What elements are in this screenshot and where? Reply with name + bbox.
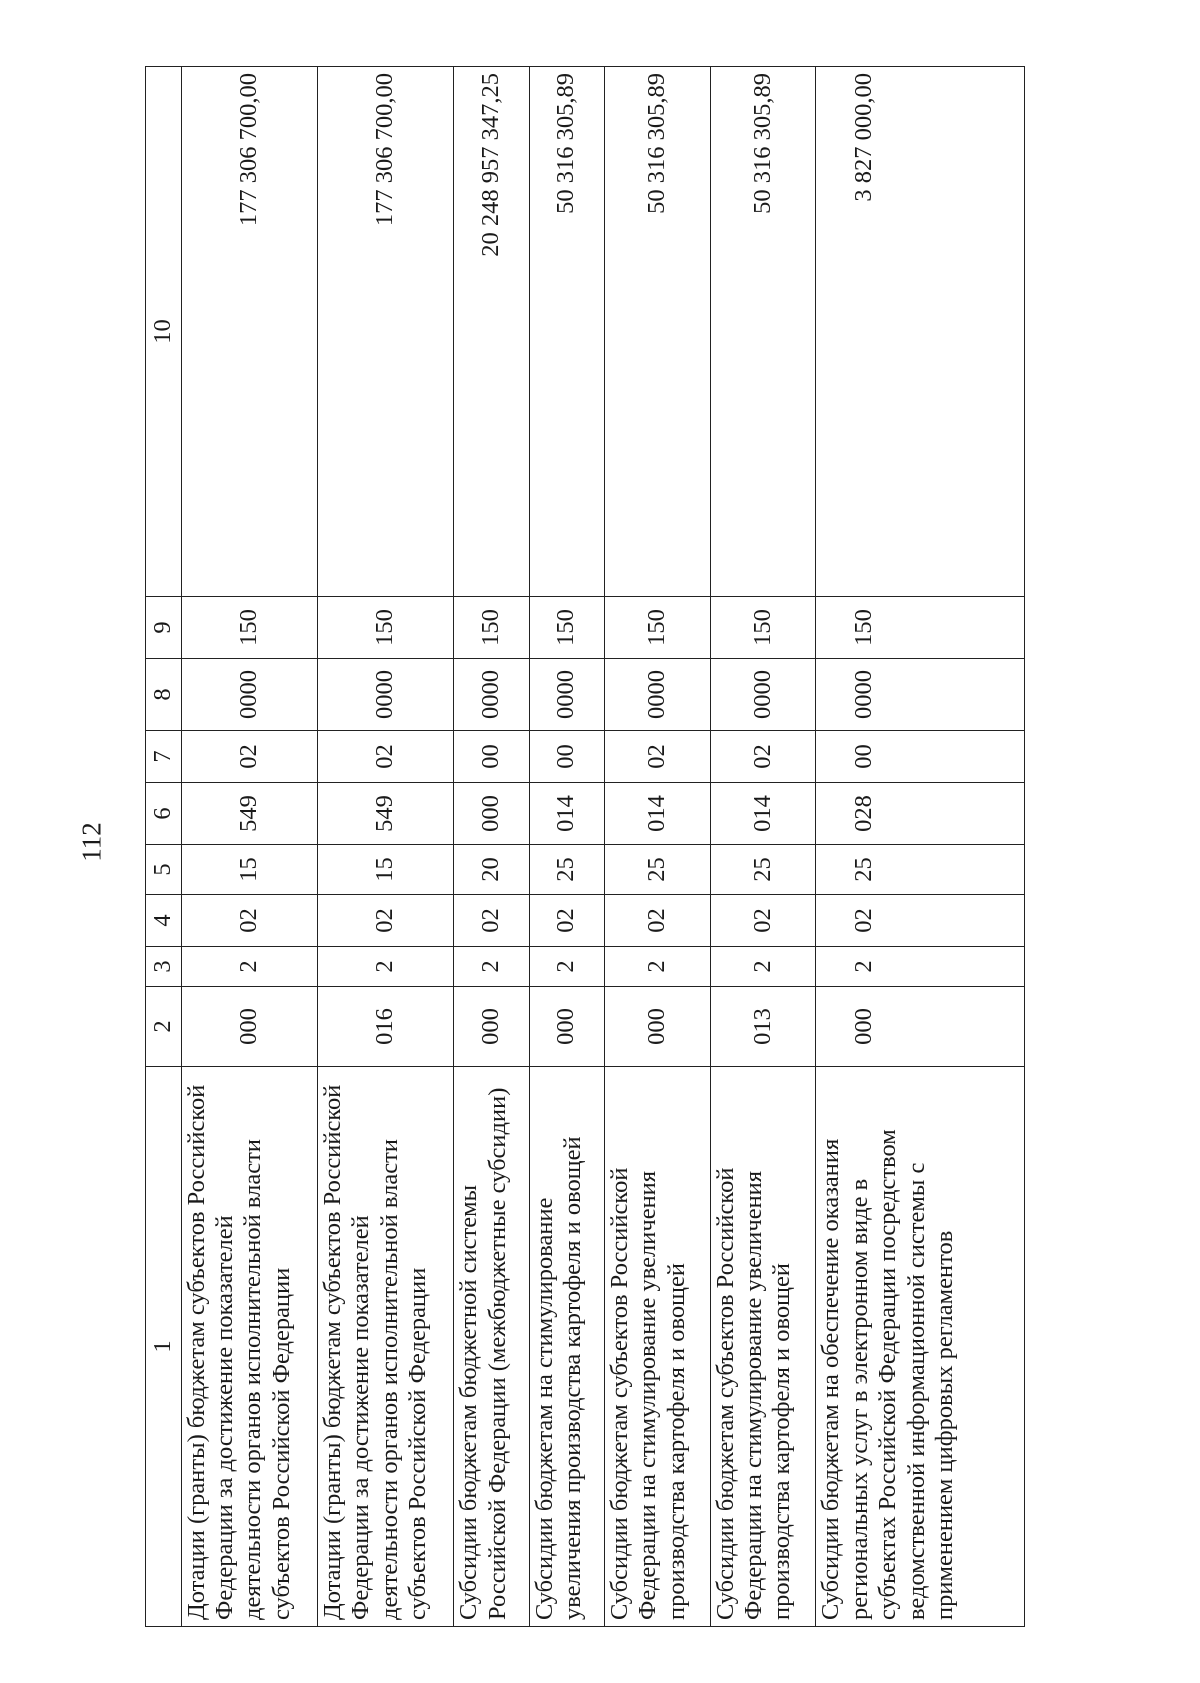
code-article: 25	[604, 845, 710, 895]
code-group: 2	[317, 947, 453, 987]
header-cell: 8	[146, 659, 182, 731]
code-economic: 150	[317, 597, 453, 659]
code-article: 15	[317, 845, 453, 895]
code-subgroup: 02	[181, 895, 317, 947]
row-amount: 50 316 305,89	[529, 67, 604, 597]
code-group: 2	[454, 947, 529, 987]
code-program: 0000	[181, 659, 317, 731]
page-number: 112	[76, 822, 107, 862]
row-description: Дотации (гранты) бюджетам субъектов Российской Федерации за достижение показателей деятельности органов исполнительной власти субъектов Российской Федерации	[181, 1067, 317, 1627]
row-description: Субсидии бюджетам бюджетной системы Российской Федерации (межбюджетные субсидии)	[454, 1067, 529, 1627]
code-subgroup: 02	[816, 895, 1025, 947]
row-amount: 177 306 700,00	[317, 67, 453, 597]
row-amount: 50 316 305,89	[604, 67, 710, 597]
table-row	[454, 67, 529, 1627]
code-article: 25	[710, 845, 816, 895]
code-group: 2	[529, 947, 604, 987]
code-program: 0000	[317, 659, 453, 731]
table-row	[529, 67, 604, 1627]
code-group: 2	[710, 947, 816, 987]
code-admin: 000	[181, 987, 317, 1067]
table-row	[710, 67, 816, 1627]
code-group: 2	[181, 947, 317, 987]
row-description: Субсидии бюджетам на обеспечение оказания региональных услуг в электронном виде в субъектах Российской Федерации посредством ведомственной информационной системы с применением цифровых регламентов	[816, 1067, 1025, 1627]
row-description: Субсидии бюджетам субъектов Российской Федерации на стимулирование увеличения производства картофеля и овощей	[710, 1067, 816, 1627]
code-subgroup: 02	[317, 895, 453, 947]
code-element: 02	[317, 731, 453, 783]
table-row	[181, 67, 317, 1627]
code-subarticle: 028	[816, 783, 1025, 845]
code-subgroup: 02	[604, 895, 710, 947]
budget-table	[145, 66, 1025, 1627]
code-subarticle: 549	[181, 783, 317, 845]
row-amount: 177 306 700,00	[181, 67, 317, 597]
code-subarticle: 549	[317, 783, 453, 845]
row-description: Субсидии бюджетам субъектов Российской Федерации на стимулирование увеличения производства картофеля и овощей	[604, 1067, 710, 1627]
code-element: 02	[710, 731, 816, 783]
code-element: 00	[529, 731, 604, 783]
code-admin: 000	[529, 987, 604, 1067]
rotated-table-container	[145, 67, 1025, 1627]
code-program: 0000	[529, 659, 604, 731]
row-description: Субсидии бюджетам на стимулирование увеличения производства картофеля и овощей	[529, 1067, 604, 1627]
header-cell: 4	[146, 895, 182, 947]
code-economic: 150	[710, 597, 816, 659]
code-subgroup: 02	[454, 895, 529, 947]
header-cell: 3	[146, 947, 182, 987]
code-economic: 150	[181, 597, 317, 659]
code-admin: 016	[317, 987, 453, 1067]
table-row	[317, 67, 453, 1627]
code-program: 0000	[710, 659, 816, 731]
code-program: 0000	[604, 659, 710, 731]
row-amount: 20 248 957 347,25	[454, 67, 529, 597]
code-subarticle: 000	[454, 783, 529, 845]
code-program: 0000	[454, 659, 529, 731]
code-article: 15	[181, 845, 317, 895]
code-article: 20	[454, 845, 529, 895]
code-admin: 000	[604, 987, 710, 1067]
table-row	[604, 67, 710, 1627]
code-element: 02	[181, 731, 317, 783]
table-row	[816, 67, 1025, 1627]
row-amount: 50 316 305,89	[710, 67, 816, 597]
code-economic: 150	[529, 597, 604, 659]
code-group: 2	[816, 947, 1025, 987]
code-element: 02	[604, 731, 710, 783]
code-article: 25	[816, 845, 1025, 895]
code-subgroup: 02	[710, 895, 816, 947]
code-element: 00	[454, 731, 529, 783]
code-admin: 000	[454, 987, 529, 1067]
code-economic: 150	[816, 597, 1025, 659]
code-program: 0000	[816, 659, 1025, 731]
code-subgroup: 02	[529, 895, 604, 947]
row-amount: 3 827 000,00	[816, 67, 1025, 597]
code-subarticle: 014	[604, 783, 710, 845]
code-economic: 150	[604, 597, 710, 659]
header-cell: 7	[146, 731, 182, 783]
code-subarticle: 014	[710, 783, 816, 845]
header-cell: 1	[146, 1067, 182, 1627]
code-element: 00	[816, 731, 1025, 783]
code-article: 25	[529, 845, 604, 895]
code-admin: 013	[710, 987, 816, 1067]
code-economic: 150	[454, 597, 529, 659]
header-cell: 2	[146, 987, 182, 1067]
code-subarticle: 014	[529, 783, 604, 845]
header-cell: 5	[146, 845, 182, 895]
header-row	[146, 67, 182, 1627]
row-description: Дотации (гранты) бюджетам субъектов Российской Федерации за достижение показателей деятельности органов исполнительной власти субъектов Российской Федерации	[317, 1067, 453, 1627]
header-cell: 6	[146, 783, 182, 845]
code-group: 2	[604, 947, 710, 987]
header-cell: 10	[146, 67, 182, 597]
code-admin: 000	[816, 987, 1025, 1067]
header-cell: 9	[146, 597, 182, 659]
